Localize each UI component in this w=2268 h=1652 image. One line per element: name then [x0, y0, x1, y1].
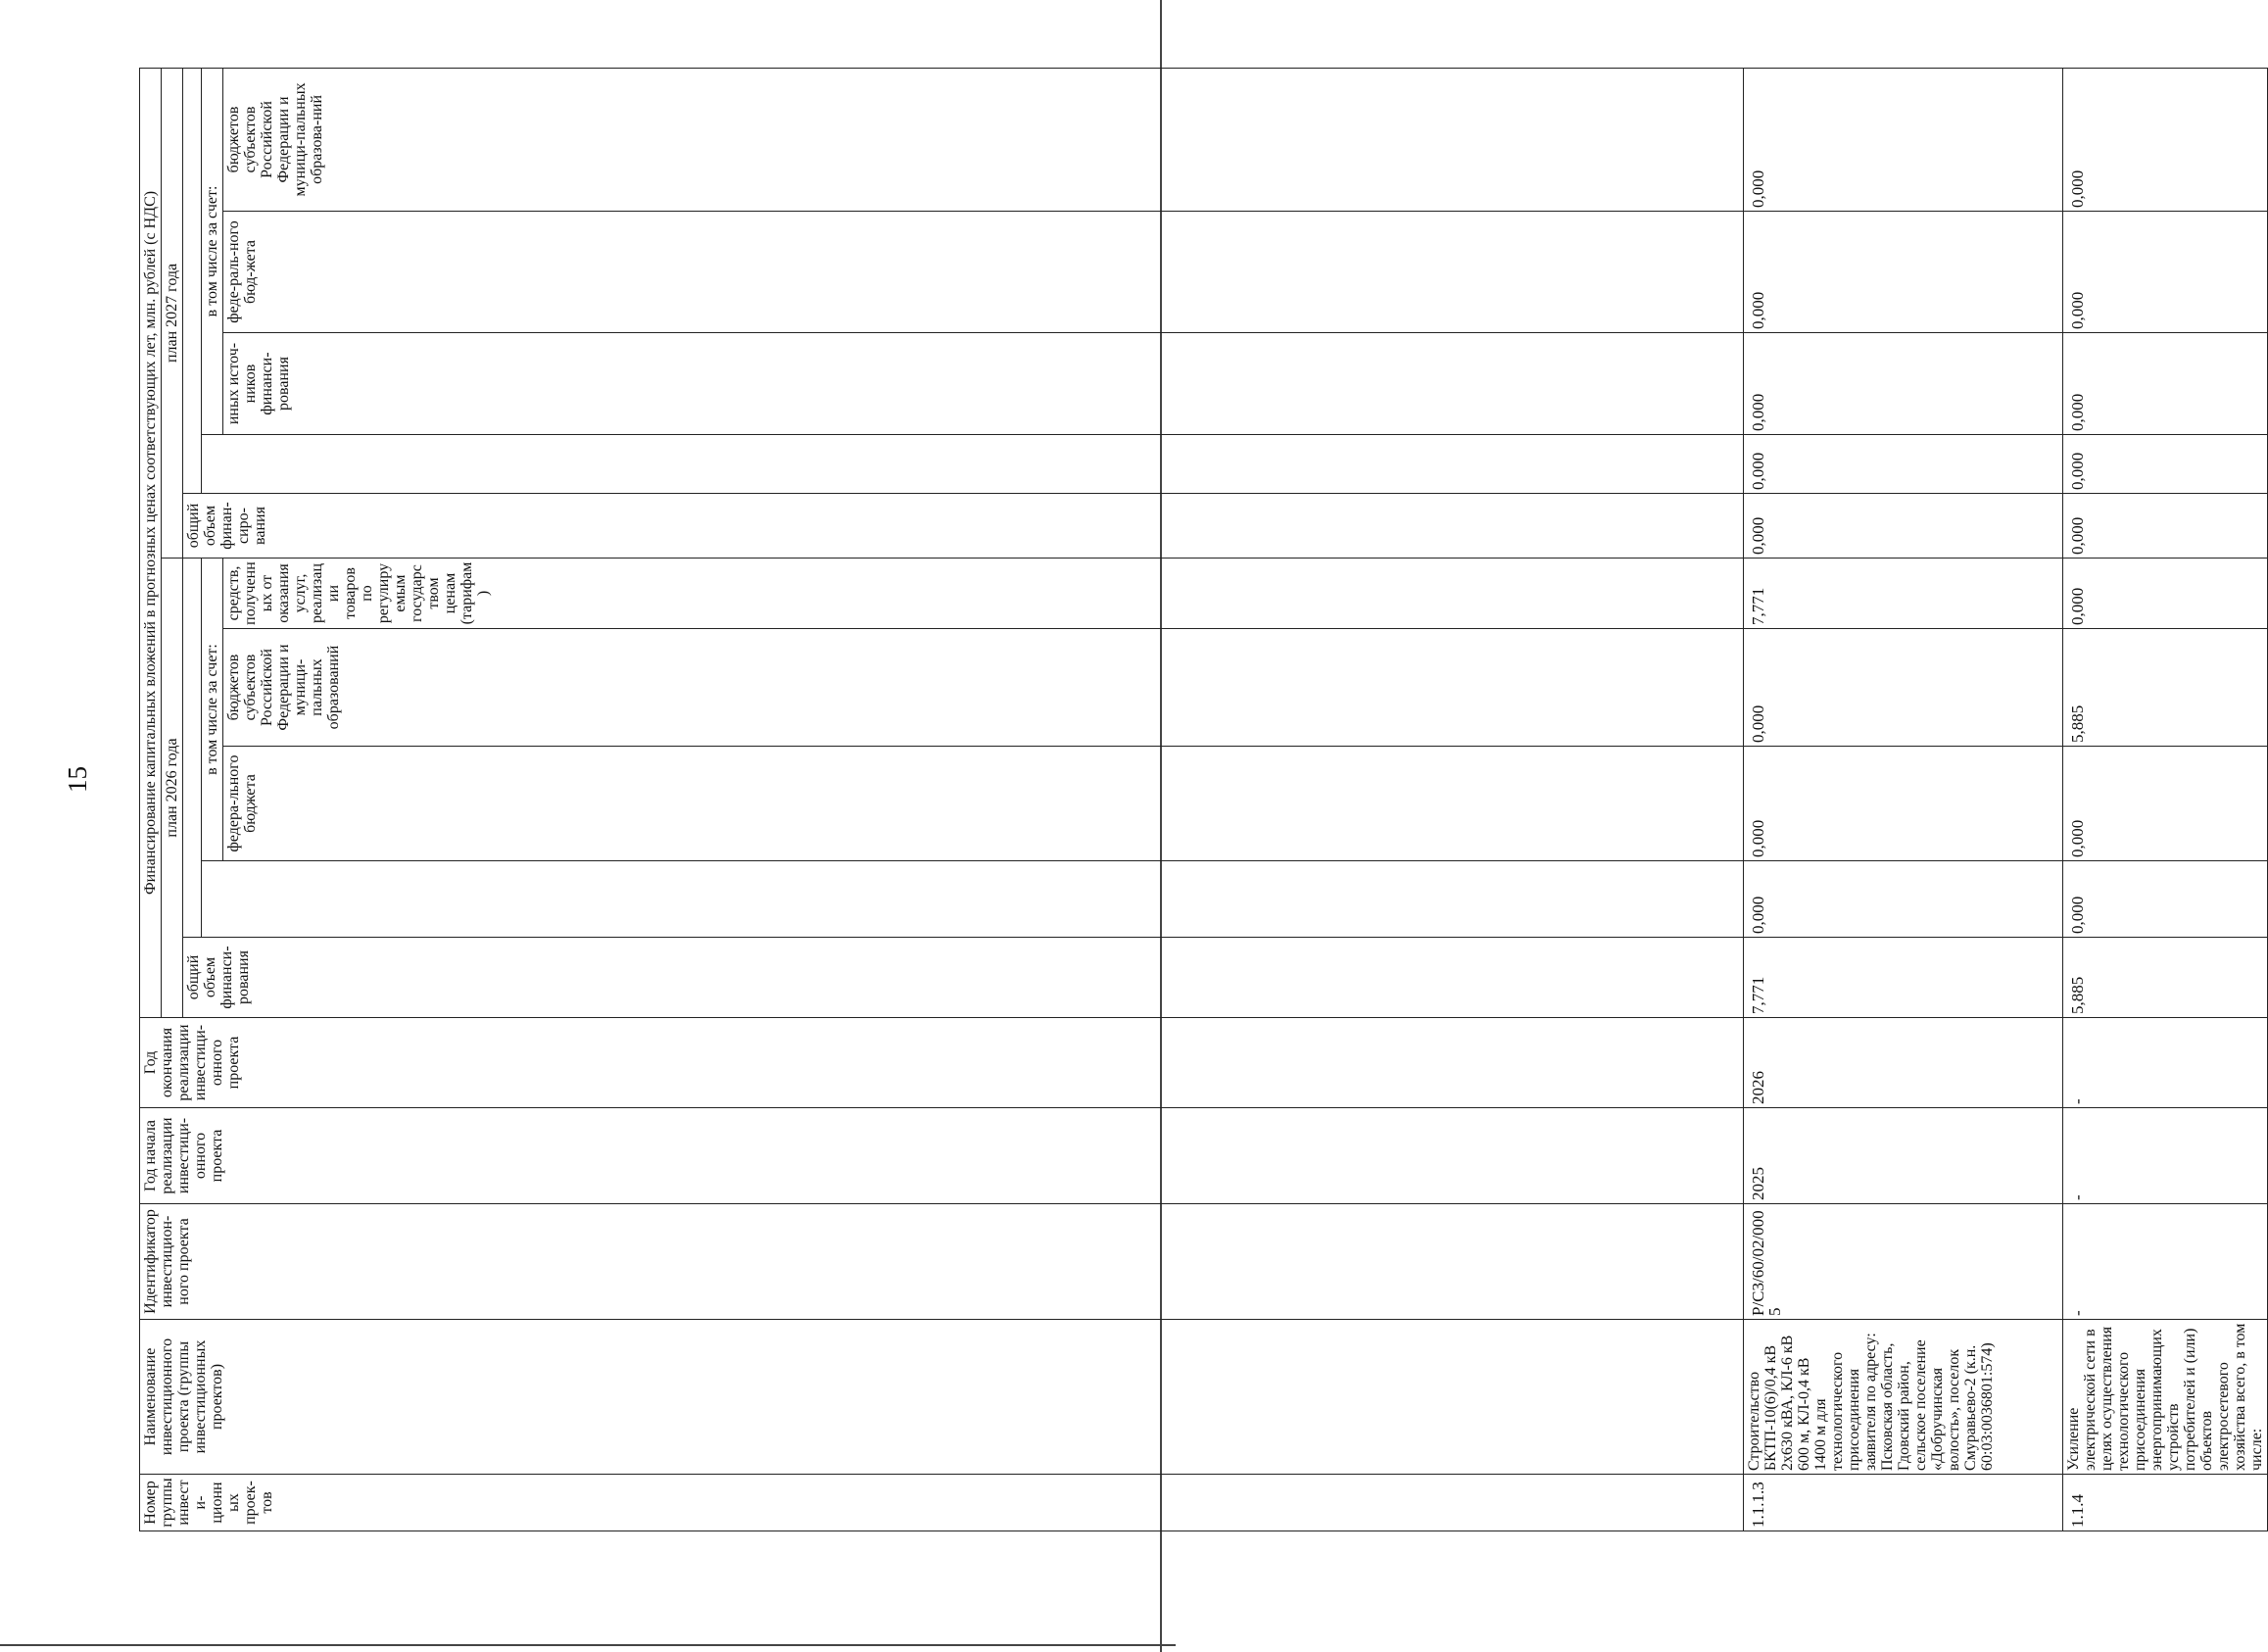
header-start-year: Год начала реализации инвестици-онного проекта — [140, 1108, 1744, 1204]
row-2027-federal: 0,000 — [1744, 435, 2063, 494]
row-start-year: - — [2063, 1108, 2268, 1204]
row-2027-tariff: 0,000 — [1744, 212, 2063, 333]
row-2027-other: 0,000 — [2063, 68, 2268, 211]
rotated-table-container — [139, 69, 2265, 1531]
header-regional-2026: бюджетов субъектов Российской Федерации и муници-пальных образований — [223, 629, 1744, 747]
row-project-name: Усиление электрической сети в целях осуществления технологического присоединения энергопринимающих устройств потребителей и (или) объектов электросетевого хозяйства всего, в том числе: — [2063, 1320, 2268, 1475]
header-plan-2027: план 2027 года — [162, 68, 183, 558]
row-2027-total: 0,000 — [2063, 494, 2268, 559]
header-federal-2027: феде-раль-ного бюд-жета — [223, 212, 1744, 333]
row-2026-total: 7,771 — [1744, 938, 2063, 1018]
header-project-name: Наименование инвестиционного проекта (группы инвестиционных проектов) — [140, 1320, 1744, 1475]
row-2027-regional: 0,000 — [2063, 333, 2268, 435]
header-other-2026: иных источ-ников финанси-рования — [223, 333, 1744, 435]
page-frame-bottom — [0, 1644, 1176, 1646]
header-identifier: Идентификатор инвестицион-ного проекта — [140, 1204, 1744, 1320]
row-2026-other: 0,000 — [2063, 559, 2268, 629]
row-2026-tariff: 5,885 — [2063, 629, 2268, 747]
row-2027-total: 0,000 — [1744, 494, 2063, 559]
header-including-2026: в том числе за счет: — [202, 559, 223, 861]
page-number: 15 — [63, 766, 92, 793]
row-identifier: - — [2063, 1204, 2268, 1320]
row-2026-federal: 0,000 — [2063, 861, 2268, 938]
row-end-year: 2026 — [1744, 1018, 2063, 1108]
table-row — [1744, 68, 2063, 1531]
header-total-2027: общий объем финан-сиро-вания — [183, 494, 1744, 559]
row-2026-other: 7,771 — [1744, 559, 2063, 629]
row-2026-tariff: 0,000 — [1744, 629, 2063, 747]
row-project-name: Строительство БКТП-10(6)/0,4 кВ 2х630 кВА, КЛ-6 кВ 600 м, КЛ-0,4 кВ 1400 м для технологического присоединения заявителя по адресу: Псковская область, Гдовский район, сельское поселение «Добручинская волость», поселок Смуравьево-2 (к.н. 60:03:0036801:574) — [1744, 1320, 2063, 1475]
table-row — [2063, 68, 2268, 1531]
row-2027-regional: 0,000 — [1744, 333, 2063, 435]
header-plan-2026: план 2026 года — [162, 559, 183, 1018]
header-total-2026: общий объем финанси-рования — [183, 938, 1744, 1018]
header-group-number: Номер группы инвести-ционных прoек-тов — [140, 1475, 1744, 1531]
row-2027-other: 0,000 — [1744, 68, 2063, 211]
investment-table — [139, 68, 2268, 1531]
row-start-year: 2025 — [1744, 1108, 2063, 1204]
header-financing: Финансирование капитальных вложений в прогнозных ценах соответствующих лет, млн. рублей (с НДС) — [140, 68, 162, 1017]
header-blank-2026 — [183, 559, 202, 938]
row-2026-regional: 0,000 — [1744, 747, 2063, 861]
row-number: 1.1.4 — [2063, 1475, 2268, 1531]
header-blank-sub-2027 — [202, 435, 1744, 494]
row-2026-federal: 0,000 — [1744, 861, 2063, 938]
row-identifier: P/C3/60/02/0005 — [1744, 1204, 2063, 1320]
header-end-year: Год окончания реализации инвестици-онного проекта — [140, 1018, 1744, 1108]
row-2026-total: 5,885 — [2063, 938, 2268, 1018]
header-federal-2026: федера-льного бюджета — [223, 747, 1744, 861]
header-regional-2027: бюджетов субъектов Российской Федерации и муници-пальных образова-ний — [223, 68, 1744, 211]
header-tariff-2026: средств, полученных от оказания услуг, реализации товаров по регулируемым государством ценам (тарифам) — [223, 559, 1744, 629]
header-blank-2027 — [183, 68, 202, 493]
row-number: 1.1.1.3 — [1744, 1475, 2063, 1531]
header-including-2027: в том числе за счет: — [202, 68, 223, 434]
row-end-year: - — [2063, 1018, 2268, 1108]
row-2026-regional: 0,000 — [2063, 747, 2268, 861]
row-2027-tariff: 0,000 — [2063, 212, 2268, 333]
header-blank-sub-2026 — [202, 861, 1744, 938]
row-2027-federal: 0,000 — [2063, 435, 2268, 494]
